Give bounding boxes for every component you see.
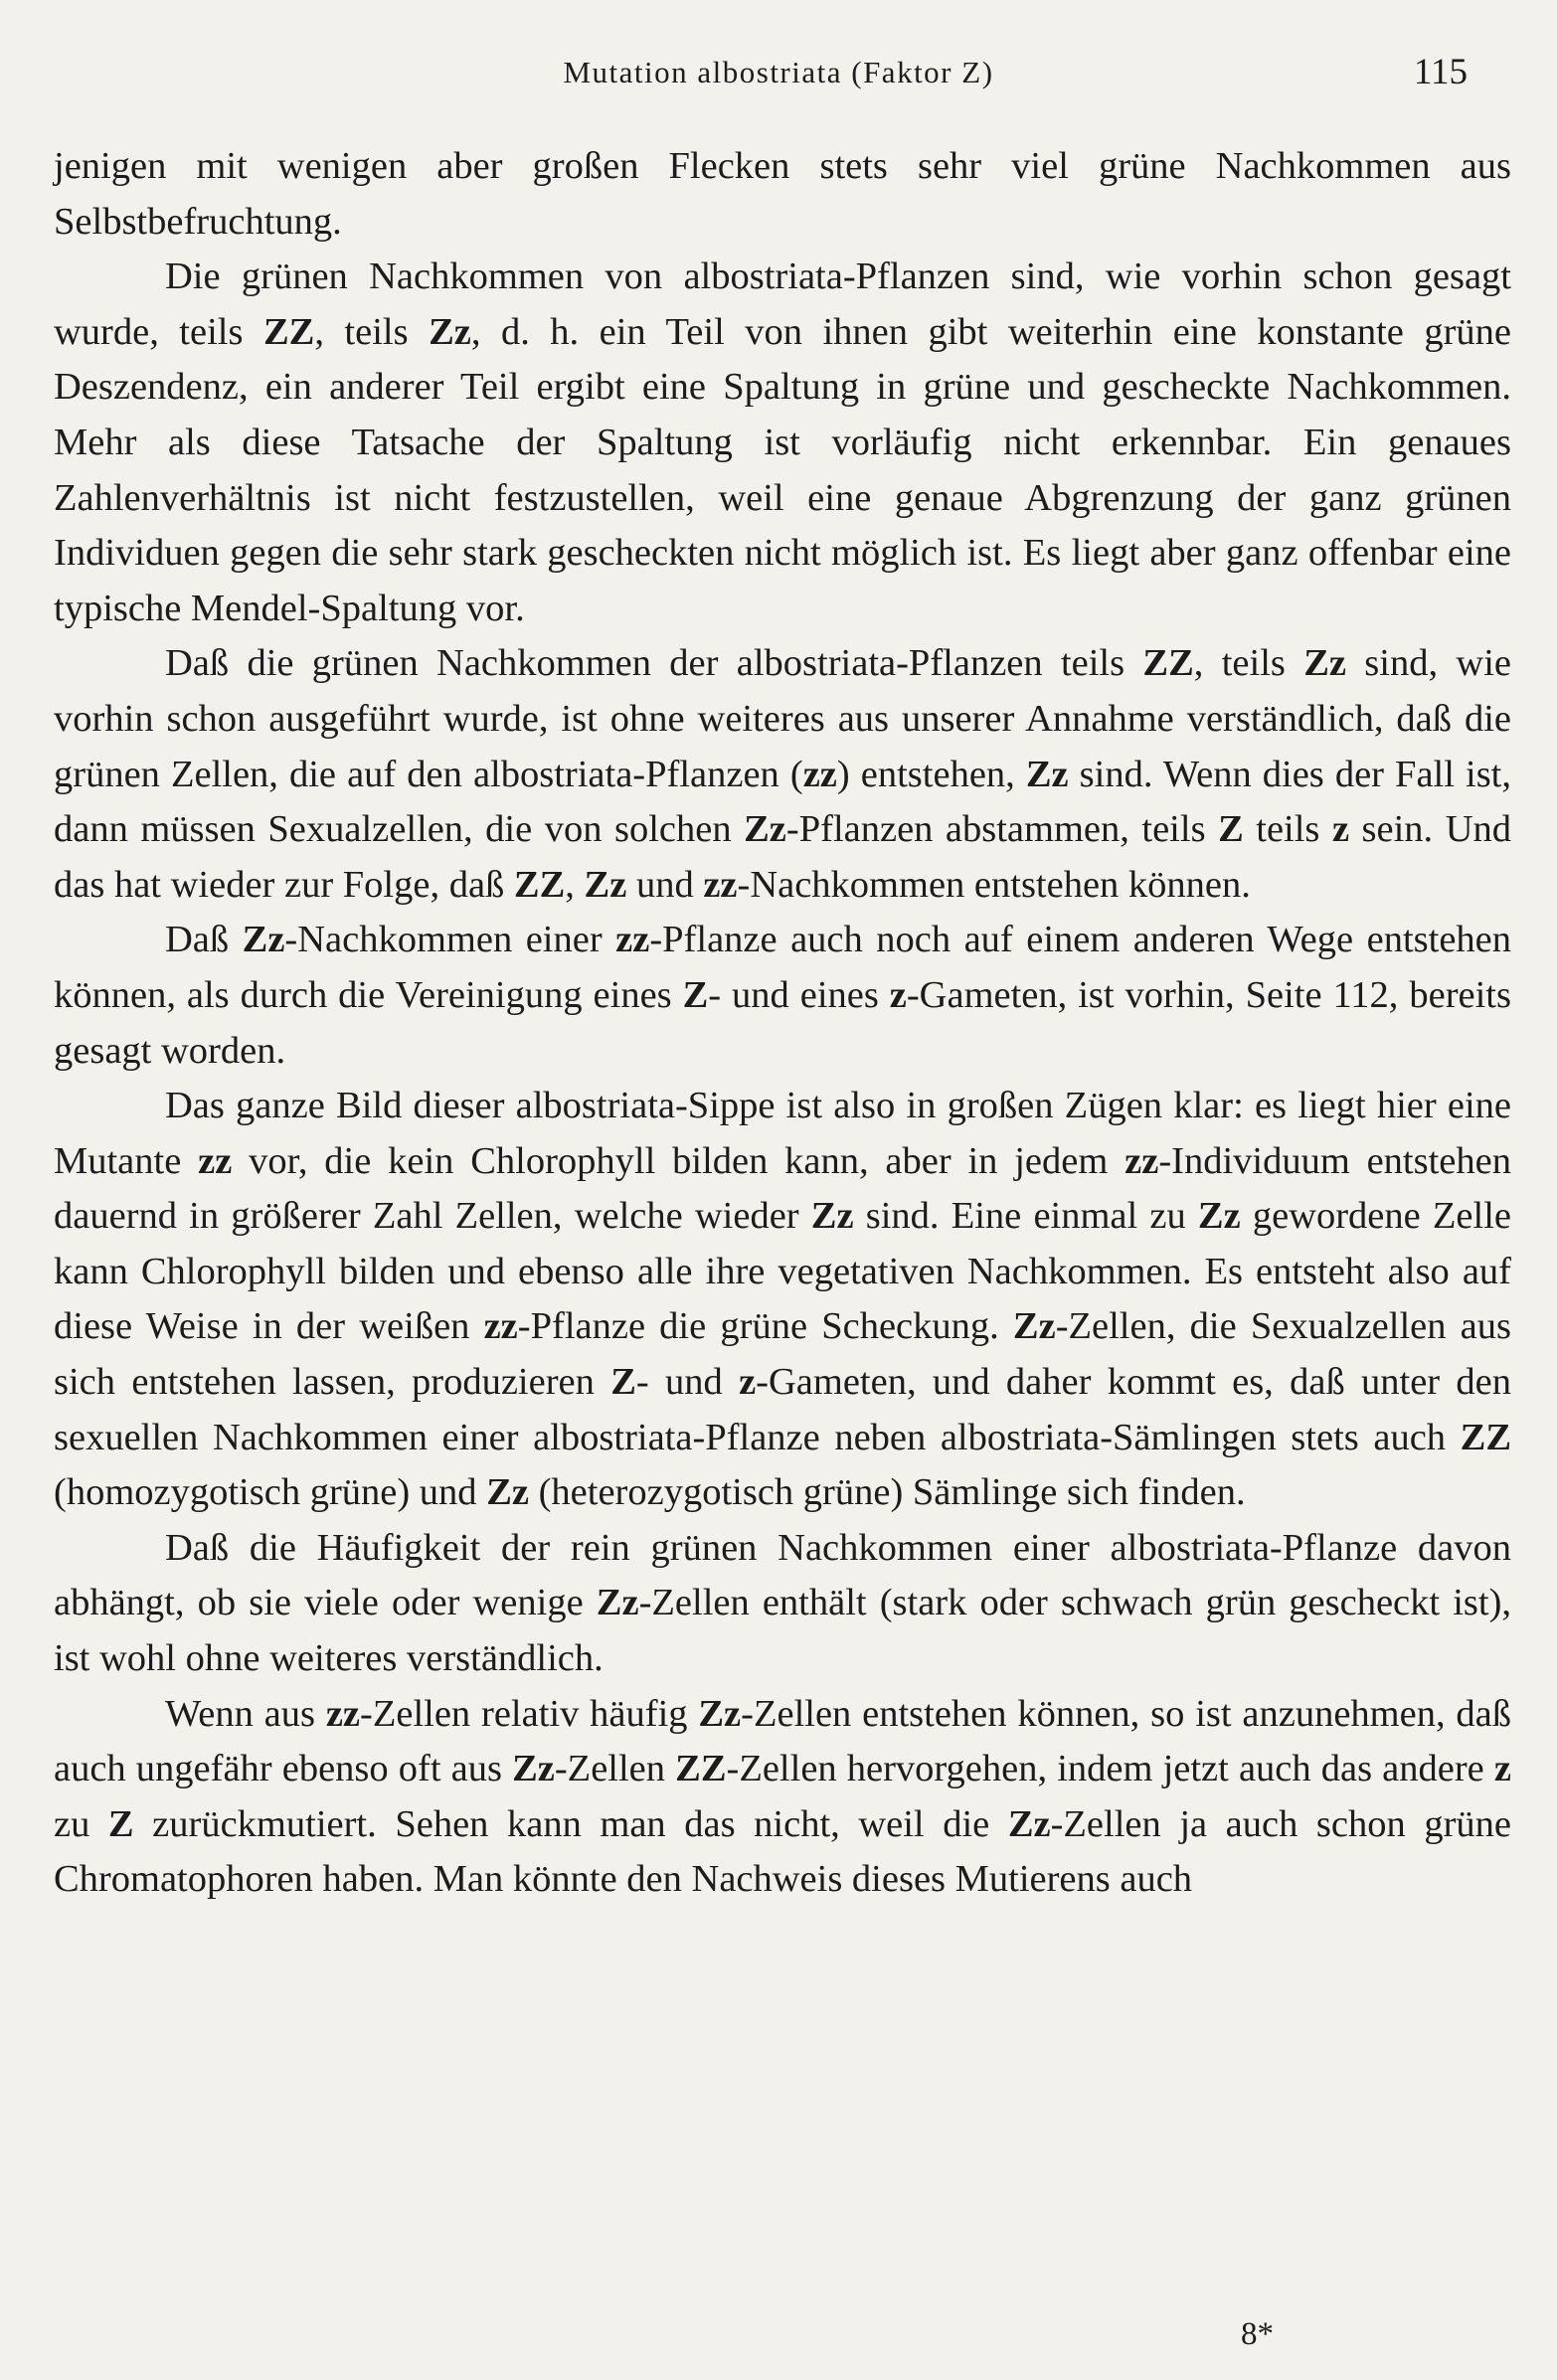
running-head	[0, 52, 1557, 104]
paragraph-7: Wenn aus zz-Zellen relativ häufig Zz-Zellen entstehen können, so ist anzunehmen, daß auch ungefähr ebenso oft aus Zz-Zellen ZZ-Zellen hervorgehen, indem jetzt auch das andere z zu Z zurückmutiert. Sehen kann man das nicht, weil die Zz-Zellen ja auch schon grüne Chromatophoren haben. Man könnte den Nachweis dieses Mutierens auch	[54, 1692, 1511, 1901]
paragraph-3: Daß die grünen Nachkommen der albostriata-Pflanzen teils ZZ, teils Zz sind, wie vorhin schon ausgeführt wurde, ist ohne weiteres aus unserer Annahme verständlich, daß die grünen Zellen, die auf den albostriata-Pflanzen (zz) entstehen, Zz sind. Wenn dies der Fall ist, dann müssen Sexualzellen, die von solchen Zz-Pflanzen abstammen, teils Z teils z sein. Und das hat wieder zur Folge, daß ZZ, Zz und zz-Nachkommen entstehen können.	[54, 642, 1511, 906]
paragraph-6: Daß die Häufigkeit der rein grünen Nachkommen einer albostriata-Pflanze davon abhängt, ob sie viele oder wenige Zz-Zellen enthält (stark oder schwach grün gescheckt ist), ist wohl ohne weiteres verständlich.	[54, 1526, 1512, 1680]
signature-mark: 8*	[1241, 2316, 1274, 2352]
body-text	[54, 139, 1511, 1908]
paragraph-4: Daß Zz-Nachkommen einer zz-Pflanze auch noch auf einem anderen Wege entstehen können, als durch die Vereinigung eines Z- und eines z-Gameten, ist vorhin, Seite 112, bereits gesagt worden.	[54, 919, 1511, 1072]
running-title: Mutation albostriata (Faktor Z)	[563, 55, 994, 89]
paragraph-2: Die grünen Nachkommen von albostriata-Pflanzen sind, wie vorhin schon gesagt wurde, teils ZZ, teils Zz, d. h. ein Teil von ihnen gibt weiterhin eine konstante grüne Deszendenz, ein anderer Teil ergibt eine Spaltung in grüne und gescheckte Nachkommen. Mehr als diese Tatsache der Spaltung ist vorläufig nicht erkennbar. Ein genaues Zahlenverhältnis ist nicht festzustellen, weil eine genaue Abgrenzung der ganz grünen Individuen gegen die sehr stark gescheckten nicht möglich ist. Es liegt aber ganz offenbar eine typische Mendel-Spaltung vor.	[54, 255, 1511, 629]
paragraph-1: jenigen mit wenigen aber großen Flecken stets sehr viel grüne Nachkommen aus Selbstbefruchtung.	[54, 145, 1511, 243]
paragraph-5: Das ganze Bild dieser albostriata-Sippe ist also in großen Zügen klar: es liegt hier eine Mutante zz vor, die kein Chlorophyll bilden kann, aber in jedem zz-Individuum entstehen dauernd in größerer Zahl Zellen, welche wieder Zz sind. Eine einmal zu Zz gewordene Zelle kann Chlorophyll bilden und ebenso alle ihre vegetativen Nachkommen. Es entsteht also auf diese Weise in der weißen zz-Pflanze die grüne Scheckung. Zz-Zellen, die Sexualzellen aus sich entstehen lassen, produzieren Z- und z-Gameten, und daher kommt es, daß unter den sexuellen Nachkommen einer albostriata-Pflanze neben albostriata-Sämlingen stets auch ZZ (homozygotisch grüne) und Zz (heterozygotisch grüne) Sämlinge sich finden.	[54, 1085, 1511, 1514]
page-number: 115	[1413, 52, 1468, 92]
